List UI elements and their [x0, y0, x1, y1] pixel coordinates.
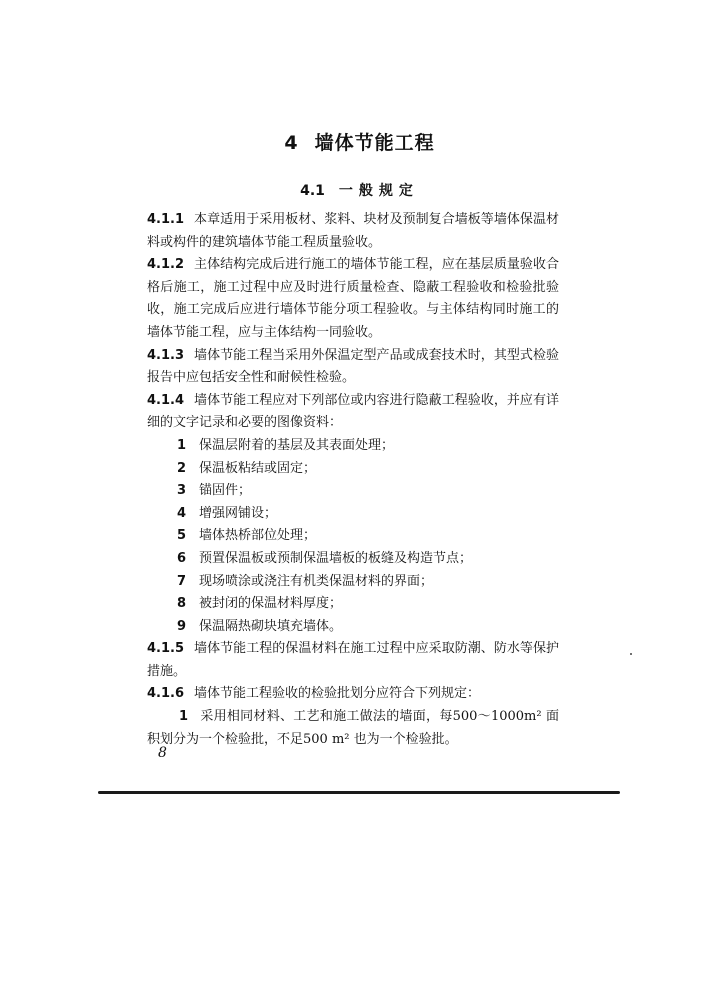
- chapter-title: [0, 128, 719, 155]
- item-text: 预置保温板或预制保温墙板的板缝及构造节点；: [199, 550, 473, 566]
- clause-number: 4.1.3: [147, 347, 185, 363]
- item-number: 8: [177, 596, 187, 612]
- body-text: [147, 209, 559, 751]
- list-item: [147, 571, 559, 594]
- item-number: 3: [177, 483, 187, 499]
- list-item: [147, 435, 559, 458]
- item-text: 墙体热桥部位处理；: [199, 528, 317, 544]
- item-number: 6: [177, 550, 187, 566]
- item-number: 2: [177, 460, 187, 476]
- list-item: [147, 458, 559, 481]
- clause-text: 本章适用于采用板材、浆料、块材及预制复合墙板等墙体保温材料或构件的建筑墙体节能工程质量验收。: [147, 212, 559, 250]
- item-number: 1: [179, 709, 189, 725]
- clause-number: 4.1.5: [147, 641, 185, 657]
- clause-text: 墙体节能工程应对下列部位或内容进行隐蔽工程验收，并应有详细的文字记录和必要的图像资料：: [147, 392, 559, 431]
- item-number: 4: [177, 505, 187, 521]
- section-number: 4.1: [300, 183, 325, 199]
- item-number: 7: [177, 573, 187, 589]
- clause-text: 墙体节能工程当采用外保温定型产品或成套技术时，其型式检验报告中应包括安全性和耐候性检验。: [147, 347, 559, 386]
- list-item: [147, 593, 559, 616]
- item-text: 增强网铺设；: [199, 505, 278, 521]
- list-item: [147, 480, 559, 503]
- section-title: [0, 180, 719, 200]
- item-text: 锚固件；: [199, 483, 252, 499]
- clause-number: 4.1.6: [147, 686, 185, 702]
- clause-text: 墙体节能工程验收的检验批划分应符合下列规定：: [194, 686, 481, 702]
- clause-4-1-3: [147, 345, 559, 390]
- clause-text: 主体结构完成后进行施工的墙体节能工程，应在基层质量验收合格后施工，施工过程中应及时进行质量检查、隐蔽工程验收和检验批验收，施工完成后应进行墙体节能分项工程验收。与主体结构同时施工的墙体节能工程，应与主体结构一同验收。: [147, 257, 559, 340]
- clause-4-1-5: [147, 638, 559, 683]
- item-text: 现场喷涂或浇注有机类保温材料的界面；: [199, 573, 434, 589]
- list-item: [147, 503, 559, 526]
- clause-4-1-2: [147, 254, 559, 344]
- chapter-number: 4: [284, 132, 299, 154]
- clause-4-1-6: [147, 683, 559, 706]
- item-text: 保温板粘结或固定；: [199, 460, 317, 476]
- list-item: [147, 548, 559, 571]
- scan-speck: [630, 653, 632, 655]
- item-text: 被封闭的保温材料厚度；: [199, 596, 343, 612]
- item-number: 9: [177, 618, 187, 634]
- sub-item: [147, 706, 559, 751]
- list-item: [147, 525, 559, 548]
- item-text: 采用相同材料、工艺和施工做法的墙面，每500～1000m² 面积划分为一个检验批，不足500 m² 也为一个检验批。: [147, 709, 559, 747]
- section-title-text: 一般规定: [338, 183, 419, 199]
- item-text: 保温隔热砌块填充墙体。: [199, 618, 343, 634]
- clause-number: 4.1.1: [147, 212, 185, 227]
- list-item: [147, 616, 559, 639]
- chapter-title-text: 墙体节能工程: [314, 132, 435, 154]
- item-number: 1: [177, 437, 187, 453]
- clause-4-1-4: [147, 390, 559, 435]
- clause-number: 4.1.4: [147, 392, 185, 408]
- clause-4-1-1: [147, 209, 559, 254]
- footer-rule: [98, 791, 620, 794]
- page-number: 8: [158, 745, 167, 761]
- item-number: 5: [177, 528, 187, 544]
- clause-number: 4.1.2: [147, 257, 185, 273]
- item-text: 保温层附着的基层及其表面处理；: [199, 437, 395, 453]
- clause-text: 墙体节能工程的保温材料在施工过程中应采取防潮、防水等保护措施。: [147, 641, 559, 679]
